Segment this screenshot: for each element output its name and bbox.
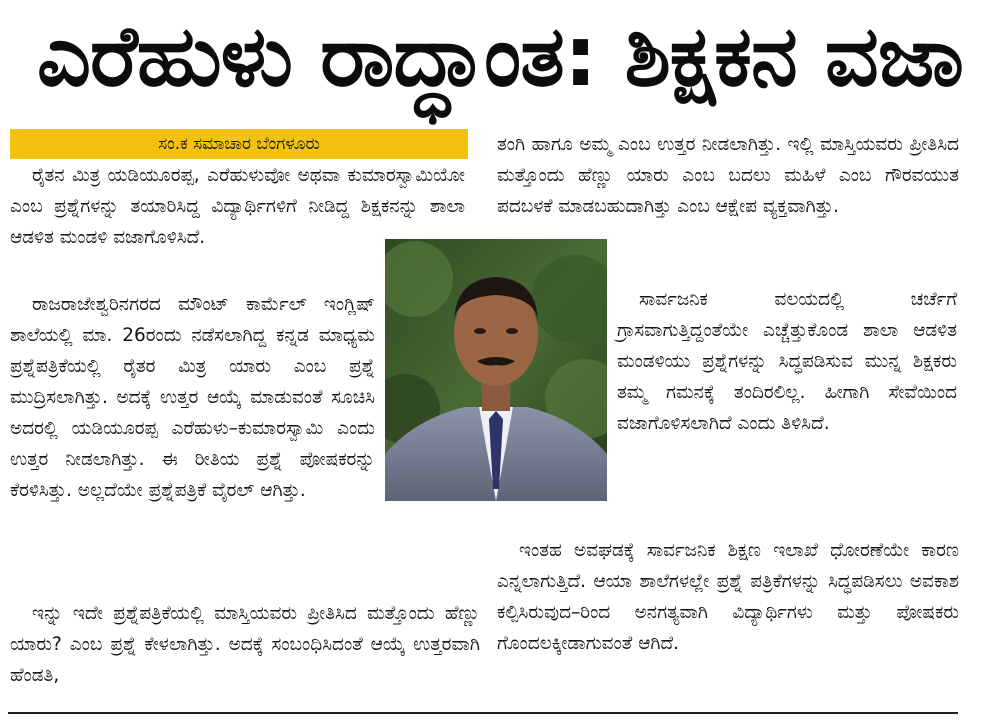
byline-bar <box>10 129 468 159</box>
right-paragraph-3: ಇಂತಹ ಅವಘಡಕ್ಕೆ ಸಾರ್ವಜನಿಕ ಶಿಕ್ಷಣ ಇಲಾಖೆ ಧೋರಣೆಯೇ ಕಾರಣ ಎನ್ನಲಾಗುತ್ತಿದೆ. ಆಯಾ ಶಾಲೆಗಳಲ್ಲೇ ಪ್ರಶ್ನೆ ಪತ್ರಿಕೆಗಳನ್ನು ಸಿದ್ಧಪಡಿಸಲು ಅವಕಾಶ ಕಲ್ಪಿಸಿರುವುದ–ರಿಂದ ಅನಗತ್ಯವಾಗಿ ವಿದ್ಯಾರ್ಥಿಗಳು ಮತ್ತು ಪೋಷಕರು ಗೊಂದಲಕ್ಕೀಡಾಗುವಂತೆ ಆಗಿದೆ. <box>497 540 959 654</box>
left-paragraph-1: ರೈತನ ಮಿತ್ರ ಯಡಿಯೂರಪ್ಪ, ಎರೆಹುಳುವೋ ಅಥವಾ ಕುಮಾರಸ್ವಾಮಿಯೋ ಎಂಬ ಪ್ರಶ್ನೆಗಳನ್ನು ತಯಾರಿಸಿದ್ದ ವಿದ್ಯಾರ್ಥಿಗಳಿಗೆ ನೀಡಿದ್ದ ಶಿಕ್ಷಕನನ್ನು ಶಾಲಾ ಆಡಳಿತ ಮಂಡಳಿ ವಜಾಗೊಳಿಸಿದೆ. <box>10 165 465 248</box>
right-paragraph-2: ಸಾರ್ವಜನಿಕ ವಲಯದಲ್ಲಿ ಚರ್ಚೆಗೆ ಗ್ರಾಸವಾಗುತ್ತಿದ್ದಂತೆಯೇ ಎಚ್ಚೆತ್ತುಕೊಂಡ ಶಾಲಾ ಆಡಳಿತ ಮಂಡಳಿಯು ಪ್ರಶ್ನೆಗಳನ್ನು ಸಿದ್ಧಪಡಿಸುವ ಮುನ್ನ ಶಿಕ್ಷಕರು ತಮ್ಮ ಗಮನಕ್ಕೆ ತಂದಿರಲಿಲ್ಲ. ಹೀಗಾಗಿ ಸೇವೆಯಿಂದ ವಜಾಗೊಳಿಸಲಾಗಿದೆ ಎಂದು ತಿಳಿಸಿದೆ. <box>617 289 957 434</box>
reporter-photo <box>385 239 607 501</box>
person-portrait-image <box>385 239 607 501</box>
right-paragraph-1: ತಂಗಿ ಹಾಗೂ ಅಮ್ಮ ಎಂಬ ಉತ್ತರ ನೀಡಲಾಗಿತ್ತು. ಇಲ್ಲಿ ಮಾಸ್ತಿಯವರು ಪ್ರೀತಿಸಿದ ಮತ್ತೊಂದು ಹೆಣ್ಣು ಯಾರು ಎಂಬ ಬದಲು ಮಹಿಳೆ ಎಂಬ ಗೌರವಯುತ ಪದಬಳಕೆ ಮಾಡಬಹುದಾಗಿತ್ತು ಎಂಬ ಆಕ್ಷೇಪ ವ್ಯಕ್ತವಾಗಿತ್ತು. <box>497 134 959 217</box>
left-paragraph-3: ಇನ್ನು ಇದೇ ಪ್ರಶ್ನೆಪತ್ರಿಕೆಯಲ್ಲಿ ಮಾಸ್ತಿಯವರು ಪ್ರೀತಿಸಿದ ಮತ್ತೊಂದು ಹೆಣ್ಣು ಯಾರು? ಎಂಬ ಪ್ರಶ್ನೆ ಕೇಳಲಾಗಿತ್ತು. ಅದಕ್ಕೆ ಸಂಬಂಧಿಸಿದಂತೆ ಆಯ್ಕೆ ಉತ್ತರವಾಗಿ ಹೆಂಡತಿ, <box>10 603 480 686</box>
byline: ಸಂ.ಕ ಸಮಾಚಾರ ಬೆಂಗಳೂರು <box>158 134 320 154</box>
footer-rule <box>8 712 958 714</box>
headline: ಎರೆಹುಳು ರಾದ್ಧಾಂತ: ಶಿಕ್ಷಕನ ವಜಾ <box>37 7 963 105</box>
left-paragraph-2a: ರಾಜರಾಜೇಶ್ವರಿನಗರದ ಮೌಂಟ್ ಕಾರ್ಮೆಲ್ ಇಂಗ್ಲಿಷ್ ಶಾಲೆಯಲ್ಲಿ ಮಾ. 26ರಂದು ನಡೆಸಲಾಗಿದ್ದ ಕನ್ನಡ ಮಾಧ್ಯಮ ಪ್ರಶ್ನೆಪತ್ರಿಕೆಯಲ್ಲಿ ರೈತರ ಮಿತ್ರ ಯಾರು ಎಂಬ ಪ್ರಶ್ನೆ ಮುದ್ರಿಸಲಾಗಿತ್ತು. ಅದಕ್ಕೆ ಉತ್ತರ ಆಯ್ಕೆ ಮಾಡುವಂತೆ ಸೂಚಿಸಿ ಅದರಲ್ಲಿ ಯಡಿಯೂರಪ್ಪ ಎರೆಹುಳು–ಕುಮಾರಸ್ವಾಮಿ ಎಂದು ಉತ್ತರ ನೀಡಲಾಗಿತ್ತು. ಈ ರೀತಿಯ ಪ್ರಶ್ನೆ ಪೋಷಕರನ್ನು ಕೆರಳಿಸಿತ್ತು. ಅಲ್ಲದೆಯೇ ಪ್ರಶ್ನೆಪತ್ರಿಕೆ ವೈರಲ್ ಆಗಿತ್ತು. <box>10 294 375 501</box>
